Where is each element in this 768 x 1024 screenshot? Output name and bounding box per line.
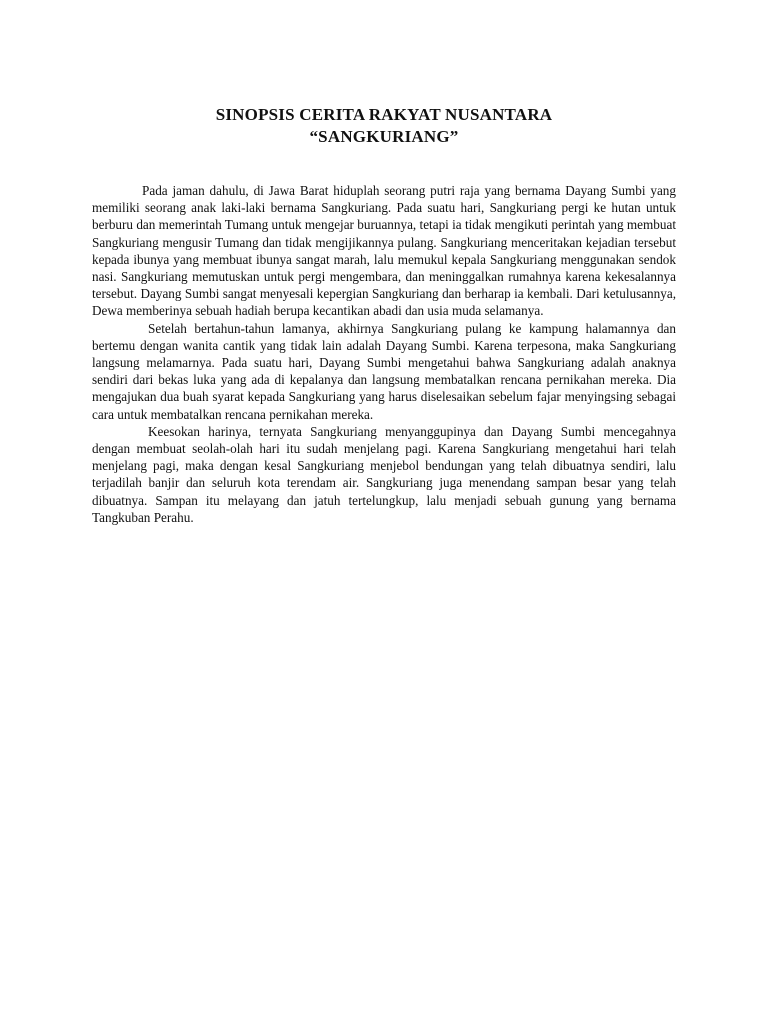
paragraph-3: Keesokan harinya, ternyata Sangkuriang menyanggupinya dan Dayang Sumbi mencegahnya dengan membuat seolah-olah hari itu sudah menjelang pagi. Karena Sangkuriang mengetahui hari telah menjelang pagi, maka dengan kesal Sangkuriang menjebol bendungan yang telah dibuatnya sendiri, lalu terjadilah banjir dan seluruh kota terendam air. Sangkuriang juga menendang sampan besar yang telah dibuatnya. Sampan itu melayang dan jatuh tertelungkup, lalu menjadi sebuah gunung yang bernama Tangkuban Perahu. — [92, 423, 676, 525]
title-line-1: SINOPSIS CERITA RAKYAT NUSANTARA — [215, 105, 553, 124]
document-title — [0, 104, 768, 148]
document-body — [92, 182, 676, 526]
paragraph-2: Setelah bertahun-tahun lamanya, akhirnya Sangkuriang pulang ke kampung halamannya dan bertemu dengan wanita cantik yang tidak lain adalah Dayang Sumbi. Karena terpesona, maka Sangkuriang langsung melamarnya. Pada suatu hari, Dayang Sumbi mengetahui bahwa Sangkuriang adalah anaknya sendiri dari bekas luka yang ada di kepalanya dan langsung membatalkan rencana pernikahan mereka. Dia mengajukan dua buah syarat kepada Sangkuriang yang harus diselesaikan sebelum fajar menyingsing sebagai cara untuk membatalkan rencana pernikahan mereka. — [92, 320, 676, 422]
title-line-2: “SANGKURIANG” — [309, 127, 459, 146]
paragraph-1: Pada jaman dahulu, di Jawa Barat hiduplah seorang putri raja yang bernama Dayang Sumbi yang memiliki seorang anak laki-laki bernama Sangkuriang. Pada suatu hari, Sangkuriang pergi ke hutan untuk berburu dan memerintah Tumang untuk mengejar buruannya, tetapi ia tidak mengikuti perintah yang membuat Sangkuriang mengusir Tumang dan tidak mengijikannya pulang. Sangkuriang menceritakan kejadian tersebut kepada ibunya yang membuat ibunya sangat marah, lalu memukul kepala Sangkuriang menggunakan sendok nasi. Sangkuriang memutuskan untuk pergi mengembara, dan meninggalkan rumahnya karena kekesalannya tersebut. Dayang Sumbi sangat menyesali kepergian Sangkuriang dan berharap ia kembali. Dari ketulusannya, Dewa memberinya sebuah hadiah berupa kecantikan abadi dan usia muda selamanya. — [92, 183, 676, 319]
